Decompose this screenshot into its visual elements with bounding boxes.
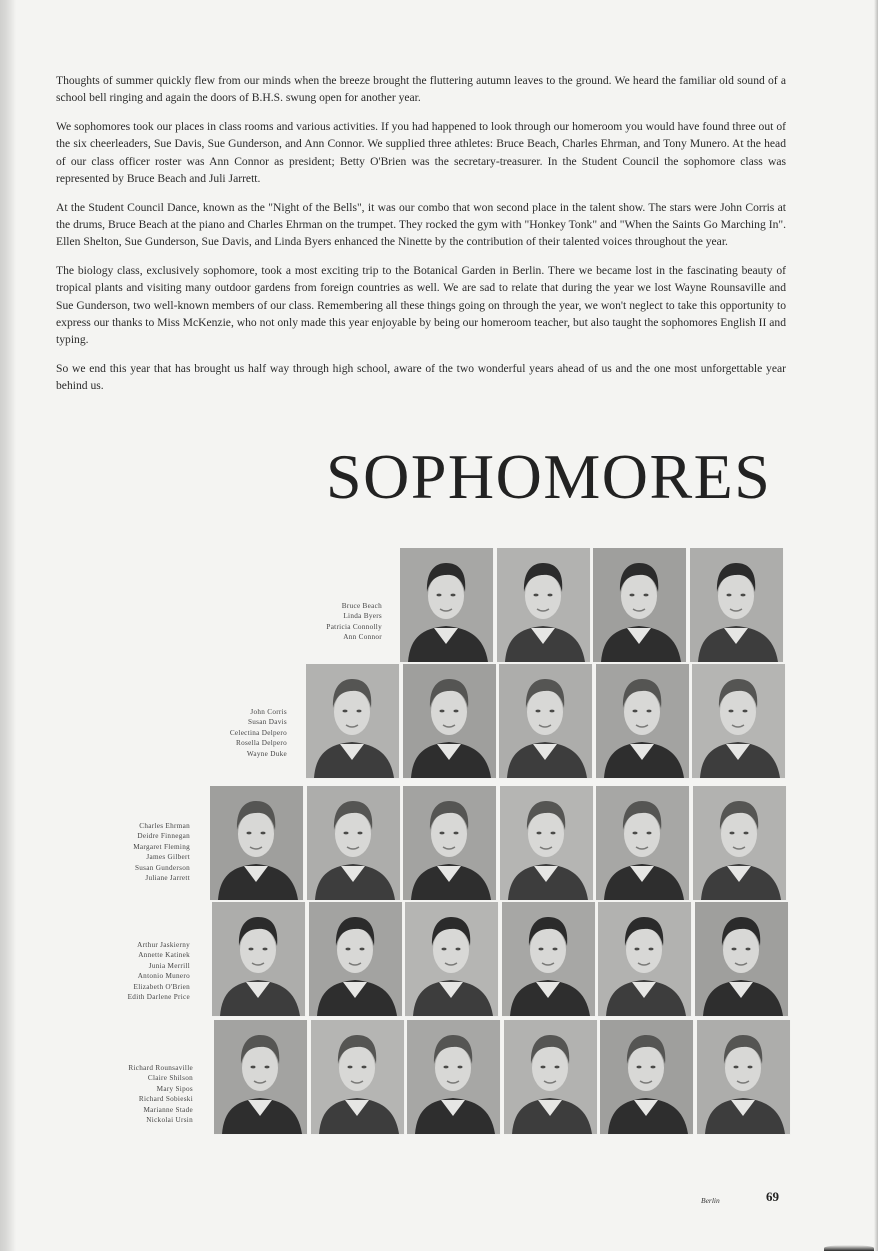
student-portrait [212, 902, 306, 1017]
student-portrait [600, 1020, 694, 1135]
paragraph: So we end this year that has brought us half way through high school, aware of the two wonderful years ahead of us and the one most unforgettable year behind us. [56, 362, 786, 393]
student-name: Edith Darlene Price [127, 993, 190, 1002]
student-name: Elizabeth O'Brien [133, 982, 190, 991]
student-portrait [500, 786, 594, 901]
student-portrait [695, 902, 789, 1017]
student-name: Celectina Delpero [229, 728, 287, 737]
student-name: Patricia Connolly [326, 622, 382, 631]
student-name: Junia Merrill [148, 961, 190, 970]
page-title: SOPHOMORES [326, 441, 772, 512]
row-1-names [326, 601, 382, 643]
student-portrait [403, 664, 497, 779]
student-name: John Corris [250, 708, 287, 716]
student-name: Claire Shilson [147, 1074, 193, 1083]
paragraph: We sophomores took our places in class rooms and various activities. If you had happened to look through our homeroom you would have found three out of the six cheerleaders, Sue Davis, Sue Gunderson, and Ann Connor. We supplied three athletes: Bruce Beach, Charles Ehrman, and Tony Munero. At the head of our class officer roster was Ann Connor as president; Betty O'Brien was the secretary-treasurer. In the Student Council the sophomore class was represented by Bruce Beach and Juli Jarrett. [56, 120, 786, 185]
student-portrait [598, 902, 692, 1017]
student-portrait [596, 664, 690, 779]
student-name: Juliane Jarrett [145, 874, 190, 883]
page-number: 69 [766, 1189, 779, 1204]
student-portrait [690, 548, 784, 663]
student-name: Antonio Munero [137, 972, 190, 981]
intro-text [56, 72, 786, 406]
student-name: Marianne Stade [143, 1105, 193, 1114]
student-portrait [214, 1020, 308, 1135]
student-name: James Gilbert [146, 853, 190, 862]
student-portrait [306, 664, 400, 779]
student-name: Mary Sipos [156, 1084, 193, 1093]
student-portrait [497, 548, 591, 663]
paragraph: The biology class, exclusively sophomore, took a most exciting trip to the Botanical Garden in Berlin. There we became lost in the fascinating beauty of tropical plants and visiting many outdoor gardens from foreign countries as well. We are sad to relate that during the year we lost Wayne Rounsaville and Sue Gunderson, two well-known members of our class. Remembering all these things going on through the year, we won't neglect to take this opportunity to express our thanks to Miss McKenzie, who not only made this year enjoyable by being our homeroom teacher, but also taught the sophomores English II and typing. [56, 264, 786, 347]
student-portrait [400, 548, 494, 663]
paragraph: At the Student Council Dance, known as the "Night of the Bells", it was our combo that won second place in the talent show. The stars were John Corris at the drums, Bruce Beach at the piano and Charles Ehrman on the trumpet. They rocked the gym with "Honkey Tonk" and "When the Saints Go Marching In". Ellen Shelton, Sue Gunderson, Sue Davis, and Linda Byers enhanced the Ninette by the contribution of their talented voices throughout the year. [56, 200, 786, 249]
student-name: Annette Katinek [138, 951, 190, 960]
row-4-names [128, 940, 190, 1002]
student-name: Richard Rounsaville [128, 1064, 193, 1072]
student-portrait [499, 664, 593, 779]
student-portrait [307, 786, 401, 901]
student-portrait [697, 1020, 791, 1135]
student-portrait [210, 786, 304, 901]
student-name: Margaret Fleming [133, 842, 190, 851]
student-portrait [693, 786, 787, 901]
student-portrait [692, 664, 786, 779]
footer-label: Berlin [701, 1196, 720, 1205]
student-name: Ann Connor [343, 633, 382, 642]
student-name: Charles Ehrman [139, 822, 190, 830]
student-portrait [309, 902, 403, 1017]
student-name: Susan Davis [247, 718, 287, 727]
student-name: Arthur Jaskierny [137, 941, 190, 949]
student-portrait [311, 1020, 405, 1135]
student-name: Wayne Duke [246, 749, 287, 758]
student-name: Deidre Finnegan [137, 832, 190, 841]
row-5-names [128, 1063, 193, 1125]
student-name: Richard Sobieski [138, 1095, 193, 1104]
student-portrait [403, 786, 497, 901]
student-name: Bruce Beach [341, 602, 382, 610]
student-name: Linda Byers [343, 612, 382, 621]
student-portrait [405, 902, 499, 1017]
paragraph: Thoughts of summer quickly flew from our minds when the breeze brought the fluttering autumn leaves to the ground. We heard the familiar old sound of a school bell ringing and again the doors of B.H.S. swung open for another year. [56, 74, 786, 105]
page-corner-shadow [824, 1245, 874, 1251]
student-name: Susan Gunderson [134, 863, 190, 872]
row-2-names [230, 707, 287, 759]
student-portrait [502, 902, 596, 1017]
student-name: Rosella Delpero [235, 739, 287, 748]
student-portrait [407, 1020, 501, 1135]
page-binding-edge [0, 0, 16, 1251]
student-portrait [504, 1020, 598, 1135]
student-portrait [593, 548, 687, 663]
student-portrait [596, 786, 690, 901]
student-name: Nickolai Ursin [146, 1116, 193, 1125]
row-3-names [133, 821, 190, 883]
page-right-edge [874, 0, 878, 1251]
